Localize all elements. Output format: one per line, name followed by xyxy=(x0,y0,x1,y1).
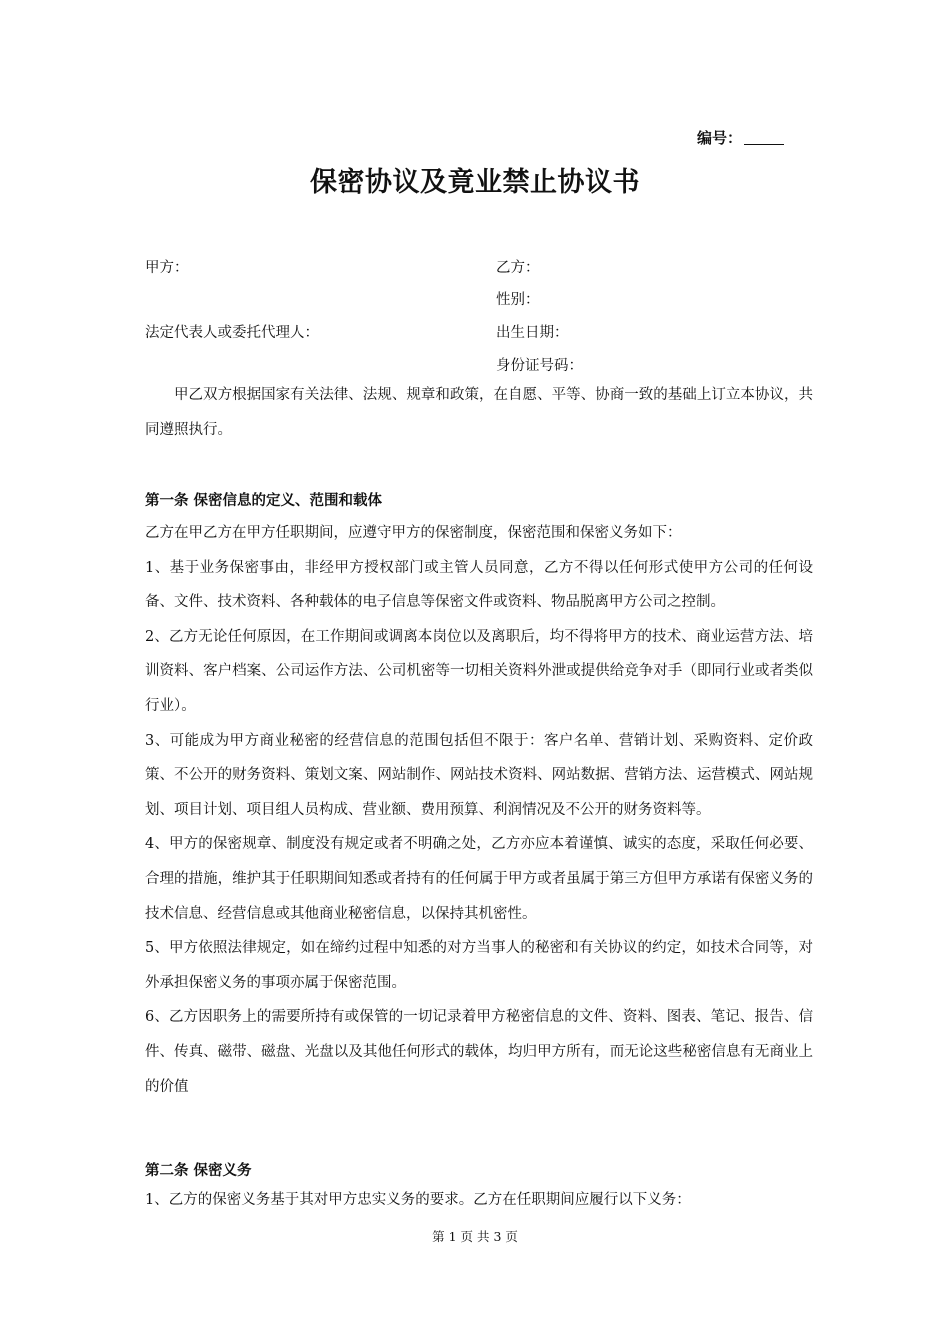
article1-item: 4、甲方的保密规章、制度没有规定或者不明确之处，乙方亦应本着谨慎、诚实的态度，采取任何必要、合理的措施，维护其于任职期间知悉或者持有的任何属于甲方或者虽属于第三方但甲方承诺有保密义务的技术信息、经营信息或其他商业秘密信息，以保持其机密性。 xyxy=(145,836,813,922)
article1-item: 6、乙方因职务上的需要所持有或保管的一切记录着甲方秘密信息的文件、资料、图表、笔记、报告、信件、传真、磁带、磁盘、光盘以及其他任何形式的载体，均归甲方所有，而无论这些秘密信息有无商业上的价值 xyxy=(145,1009,813,1095)
page-footer: 第 1 页 共 3 页 xyxy=(432,1229,518,1244)
article2-body xyxy=(145,1183,813,1218)
article1-item: 1、基于业务保密事由，非经甲方授权部门或主管人员同意，乙方不得以任何形式使甲方公司的任何设备、文件、技术资料、各种载体的电子信息等保密文件或资料、物品脱离甲方公司之控制。 xyxy=(145,559,813,611)
representative-label: 法定代表人或委托代理人： xyxy=(145,325,319,341)
article1-item: 5、甲方依照法律规定，如在缔约过程中知悉的对方当事人的秘密和有关协议的约定，如技术合同等，对外承担保密义务的事项亦属于保密范围。 xyxy=(145,940,813,991)
article2-item: 1、乙方的保密义务基于其对甲方忠实义务的要求。乙方在任职期间应履行以下义务： xyxy=(145,1192,691,1208)
article1-heading: 第一条 保密信息的定义、范围和载体 xyxy=(145,492,383,509)
party-b-label: 乙方： xyxy=(496,260,540,276)
article1-item: 2、乙方无论任何原因，在工作期间或调离本岗位以及离职后，均不得将甲方的技术、商业运营方法、培训资料、客户档案、公司运作方法、公司机密等一切相关资料外泄或提供给竞争对手（即同行业或者类似行业）。 xyxy=(145,628,813,714)
gender-label: 性别： xyxy=(496,292,540,308)
article2-heading: 第二条 保密义务 xyxy=(145,1162,252,1179)
article1-item: 3、可能成为甲方商业秘密的经营信息的范围包括但不限于：客户名单、营销计划、采购资料、定价政策、不公开的财务资料、策划文案、网站制作、网站技术资料、网站数据、营销方法、运营模式、网站规划、项目计划、项目组人员构成、营业额、费用预算、利润情况及不公开的财务资料等。 xyxy=(145,732,813,818)
article1-lead: 乙方在甲乙方在甲方任职期间，应遵守甲方的保密制度，保密范围和保密义务如下： xyxy=(145,525,682,541)
document-number-label: 编号： xyxy=(696,129,742,147)
birth-date-label: 出生日期： xyxy=(496,325,569,341)
intro-paragraph xyxy=(145,378,813,447)
id-number-label: 身份证号码： xyxy=(496,358,583,374)
article1-body xyxy=(145,516,813,1104)
intro-text: 甲乙双方根据国家有关法律、法规、规章和政策，在自愿、平等、协商一致的基础上订立本协议，共同遵照执行。 xyxy=(145,387,813,438)
document-number-blank xyxy=(744,130,784,145)
party-a-label: 甲方： xyxy=(145,260,189,276)
document-title: 保密协议及竟业禁止协议书 xyxy=(310,167,640,198)
document-number xyxy=(697,127,784,148)
